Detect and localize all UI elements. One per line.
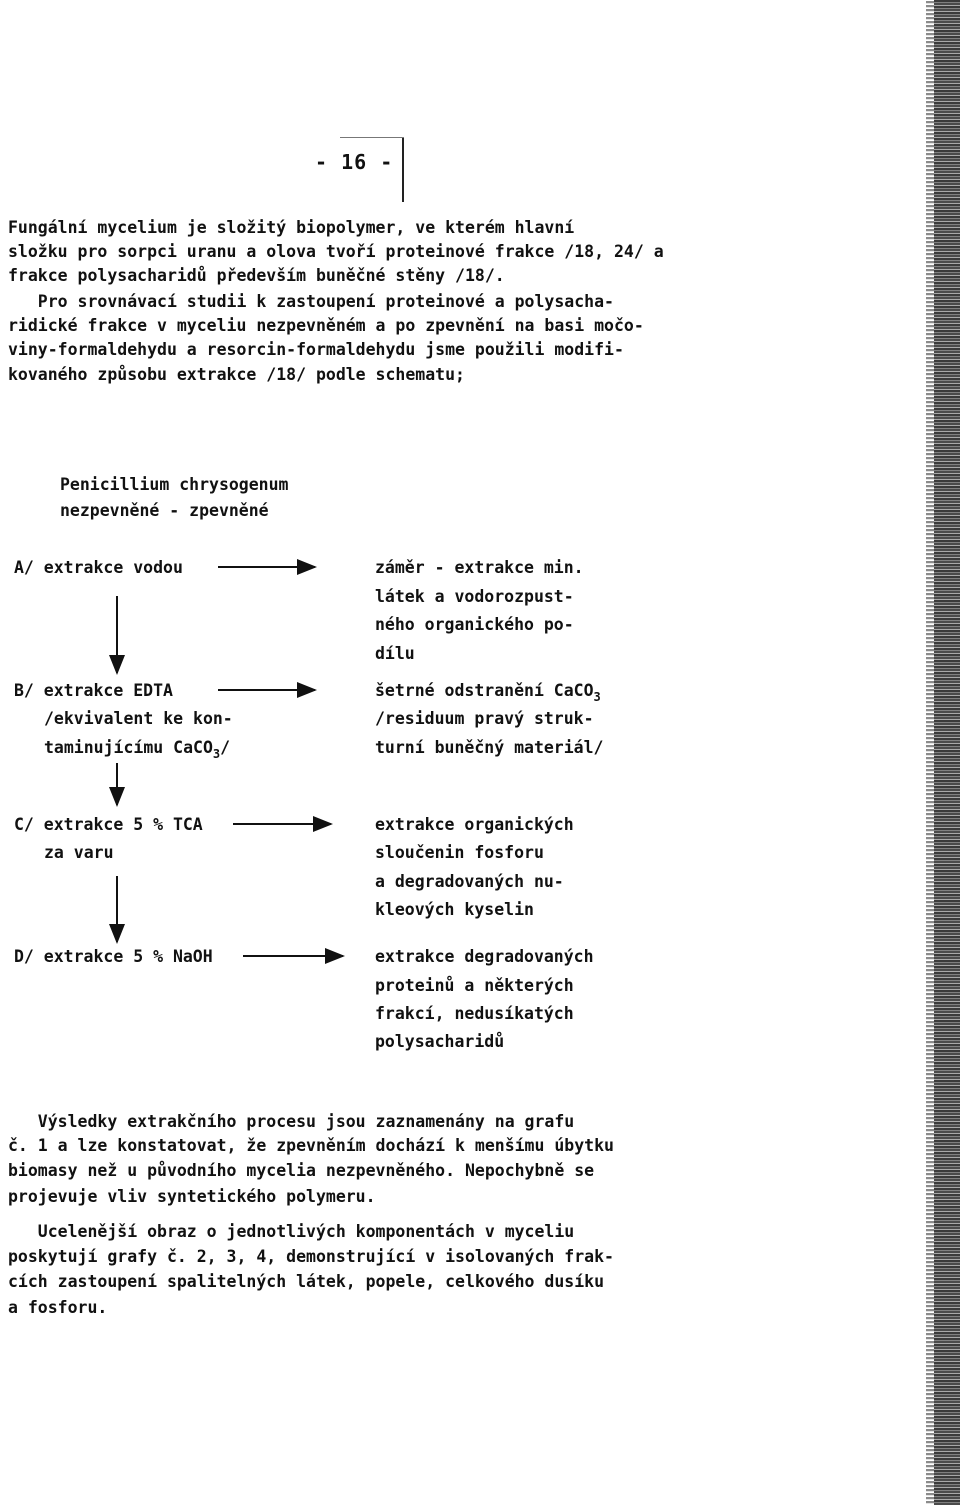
results-line-3: biomasy než u původního mycelia nezpevněného. Nepochybně se xyxy=(8,1161,595,1180)
intro-line-4: Pro srovnávací studii k zastoupení proteinové a polysacha- xyxy=(8,292,614,311)
intro-line-3: frakce polysacharidů především buněčné stěny /18/. xyxy=(8,266,505,285)
step-c-right-3: a degradovaných nu- xyxy=(375,872,564,891)
results-line-4: projevuje vliv syntetického polymeru. xyxy=(8,1187,376,1206)
step-a-right-3: ného organického po- xyxy=(375,615,574,634)
step-a-right-1: záměr - extrakce min. xyxy=(375,558,584,577)
intro-line-1: Fungální mycelium je složitý biopolymer, ve kterém hlavní xyxy=(8,218,575,237)
results-line-2: č. 1 a lze konstatovat, že zpevněním dochází k menšímu úbytku xyxy=(8,1136,614,1155)
step-d-right-3: frakcí, nedusíkatých xyxy=(375,1004,574,1023)
step-d-right-4: polysacharidů xyxy=(375,1032,505,1051)
step-c-right-2: sloučenin fosforu xyxy=(375,843,544,862)
step-c-right-1: extrakce organických xyxy=(375,815,574,834)
step-b-right-1: šetrné odstranění CaCO$_3$ xyxy=(375,681,601,704)
step-a-right-2: látek a vodorozpust- xyxy=(375,587,574,606)
results-line-7: cích zastoupení spalitelných látek, popele, celkového dusíku xyxy=(8,1272,605,1291)
step-b-right-2: /residuum pravý struk- xyxy=(375,709,594,728)
step-d-left: D/ extrakce 5 % NaOH xyxy=(14,947,213,966)
intro-line-5: ridické frakce v myceliu nezpevněném a po zpevnění na basi močo- xyxy=(8,316,644,335)
scheme-state: nezpevněné - zpevněné xyxy=(60,501,269,520)
step-a-right-4: dílu xyxy=(375,644,415,663)
scheme-organism: Penicillium chrysogenum xyxy=(60,475,289,494)
step-d-right-2: proteinů a některých xyxy=(375,976,574,995)
step-c-left-1: C/ extrakce 5 % TCA xyxy=(14,815,203,834)
step-b-left-1: B/ extrakce EDTA xyxy=(14,681,173,700)
step-b-right-3: turní buněčný materiál/ xyxy=(375,738,604,757)
intro-line-7: kovaného způsobu extrakce /18/ podle schematu; xyxy=(8,365,465,384)
step-b-left-3: taminujícímu CaCO$_3$/ xyxy=(44,738,231,761)
step-c-left-2: za varu xyxy=(44,843,114,862)
results-line-1: Výsledky extrakčního procesu jsou zaznamenány na grafu xyxy=(8,1112,575,1131)
step-c-right-4: kleových kyselin xyxy=(375,900,534,919)
step-a-left: A/ extrakce vodou xyxy=(14,558,183,577)
results-line-5: Ucelenější obraz o jednotlivých komponentách v myceliu xyxy=(8,1222,575,1241)
results-line-6: poskytují grafy č. 2, 3, 4, demonstrující v isolovaných frak- xyxy=(8,1247,614,1266)
step-b-left-2: /ekvivalent ke kon- xyxy=(44,709,233,728)
intro-line-2: složku pro sorpci uranu a olova tvoří proteinové frakce /18, 24/ a xyxy=(8,242,664,261)
results-line-8: a fosforu. xyxy=(8,1298,108,1317)
intro-line-6: viny-formaldehydu a resorcin-formaldehydu jsme použili modifi- xyxy=(8,340,624,359)
page-number: - 16 - xyxy=(315,150,394,174)
step-d-right-1: extrakce degradovaných xyxy=(375,947,594,966)
